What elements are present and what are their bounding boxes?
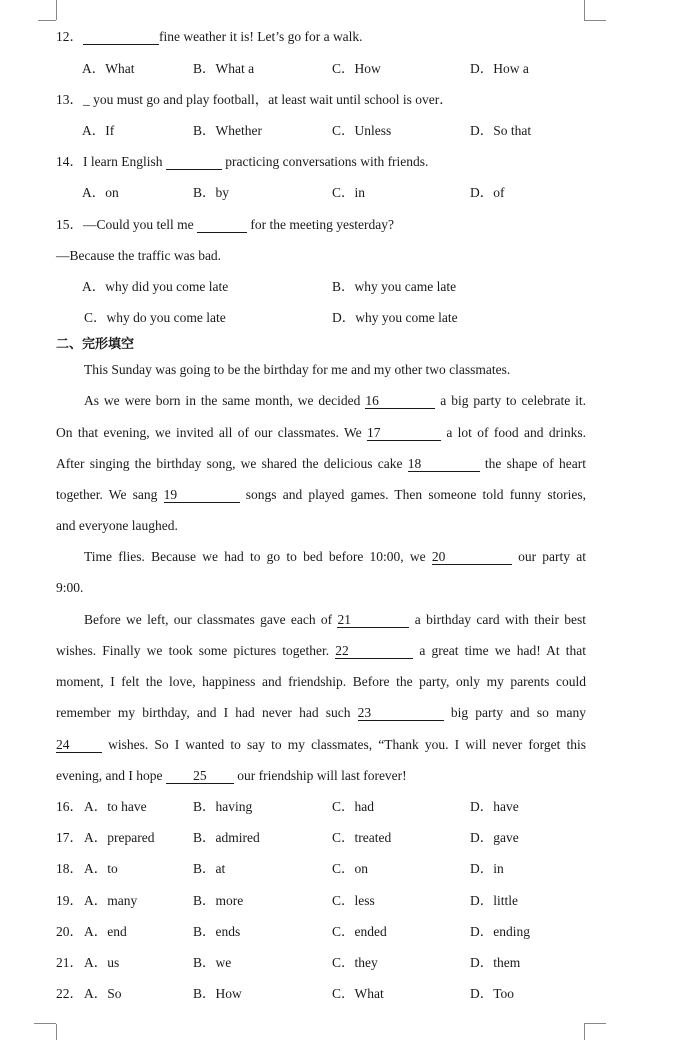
passage-line — [56, 424, 586, 442]
passage-text: a lot of food and drinks. — [440, 425, 586, 440]
cloze-option-b: B．more — [193, 893, 244, 908]
cloze-option-c: C．they — [332, 955, 378, 970]
passage-line: moment, I felt the love, happiness and friendship. Before the party, only my parents could — [56, 674, 586, 689]
q15-option-d: D．why you come late — [332, 310, 458, 325]
corner-mark-top-right — [584, 0, 585, 20]
blank-20: 20 — [432, 550, 512, 565]
cloze-option-d: D．ending — [470, 924, 530, 939]
section-heading: 二、完形填空 — [56, 337, 135, 352]
question-text: 14．I learn English — [56, 154, 166, 169]
question-number: 12． — [56, 29, 83, 44]
q12-option-a: A．What — [82, 61, 135, 76]
cloze-option-a: A．So — [84, 986, 122, 1001]
q14-option-a: A．on — [82, 185, 119, 200]
question-12 — [56, 28, 586, 46]
q13-option-a: A．If — [82, 123, 115, 138]
corner-mark-top-right-h — [584, 20, 606, 21]
question-13 — [56, 91, 586, 109]
blank-16: 16 — [365, 394, 435, 409]
passage-text: a great time we had! At that — [413, 643, 586, 658]
corner-mark-bottom-left — [56, 1024, 57, 1040]
passage-line — [56, 455, 586, 473]
cloze-option-c: C．had — [332, 799, 374, 814]
q12-option-b: B．What a — [193, 61, 255, 76]
passage-line — [56, 736, 586, 754]
blank-23: 23 — [358, 706, 444, 721]
passage-text: wishes. So I wanted to say to my classmates, “Thank you. I will never forget this — [102, 737, 586, 752]
passage-text: big party and so many — [443, 705, 586, 720]
cloze-option-a: A．many — [84, 893, 138, 908]
answer-blank: _ — [83, 92, 90, 107]
cloze-option-d: D．gave — [470, 830, 519, 845]
q15-option-c: C．why do you come late — [84, 310, 226, 325]
cloze-question-number: 19． — [56, 893, 83, 908]
cloze-option-a: A．to — [84, 861, 118, 876]
corner-mark-top-left — [56, 0, 57, 20]
blank-17: 17 — [367, 426, 441, 441]
passage-line — [56, 767, 586, 785]
question-text: fine weather it is! Let’s go for a walk. — [159, 29, 363, 44]
passage-text: On that evening, we invited all of our classmates. We — [56, 425, 367, 440]
question-text: you must go and play football，at least wait until school is over． — [89, 92, 453, 107]
blank-19: 19 — [164, 488, 240, 503]
passage-text: our party at — [511, 549, 586, 564]
passage-line — [56, 704, 586, 722]
cloze-option-a: A．to have — [84, 799, 147, 814]
cloze-option-d: D．them — [470, 955, 521, 970]
passage-text: evening, and I hope — [56, 768, 166, 783]
answer-blank — [166, 155, 222, 170]
passage-text: a big party to celebrate it. — [435, 393, 586, 408]
q14-option-b: B．by — [193, 185, 230, 200]
passage-text: a birthday card with their best — [409, 612, 586, 627]
passage-line — [56, 642, 586, 660]
answer-blank — [83, 30, 159, 45]
q13-option-c: C．Unless — [332, 123, 392, 138]
cloze-option-b: B．How — [193, 986, 242, 1001]
question-number: 13． — [56, 92, 83, 107]
passage-text: Time flies. Because we had to go to bed before 10:00, we — [84, 549, 432, 564]
passage-line — [84, 548, 586, 566]
question-15-answer: —Because the traffic was bad. — [56, 248, 222, 263]
corner-mark-bottom-right — [584, 1024, 585, 1040]
passage-text: songs and played games. Then someone told funny stories, — [239, 487, 587, 502]
passage-text: After singing the birthday song, we shared the delicious cake — [56, 456, 408, 471]
cloze-option-c: C．treated — [332, 830, 392, 845]
blank-25: 25 — [166, 769, 234, 784]
q14-option-d: D．of — [470, 185, 505, 200]
cloze-option-d: D．Too — [470, 986, 515, 1001]
corner-mark-top-left-h — [38, 20, 56, 21]
corner-mark-bottom-right-h — [584, 1023, 606, 1024]
passage-text: Before we left, our classmates gave each of — [84, 612, 338, 627]
cloze-question-number: 22． — [56, 986, 83, 1001]
passage-line — [84, 392, 586, 410]
passage-line: and everyone laughed. — [56, 518, 178, 533]
q15-option-a: A．why did you come late — [82, 279, 229, 294]
passage-text: the shape of heart — [479, 456, 587, 471]
cloze-option-a: A．us — [84, 955, 120, 970]
passage-text: As we were born in the same month, we decided — [84, 393, 366, 408]
passage-line — [56, 486, 586, 504]
q12-option-d: D．How a — [470, 61, 529, 76]
cloze-question-number: 17． — [56, 830, 83, 845]
passage-paragraph-1: This Sunday was going to be the birthday for me and my other two classmates. — [84, 362, 511, 377]
cloze-option-d: D．little — [470, 893, 518, 908]
question-14 — [56, 153, 586, 171]
blank-24: 24 — [56, 738, 102, 753]
cloze-option-a: A．end — [84, 924, 127, 939]
cloze-option-c: C．on — [332, 861, 369, 876]
blank-21: 21 — [337, 613, 409, 628]
blank-22: 22 — [335, 644, 413, 659]
cloze-option-c: C．ended — [332, 924, 387, 939]
answer-blank — [197, 218, 247, 233]
passage-text: our friendship will last forever! — [233, 768, 407, 783]
cloze-option-b: B．at — [193, 861, 226, 876]
cloze-option-d: D．have — [470, 799, 519, 814]
question-text: 15．—Could you tell me — [56, 217, 197, 232]
blank-18: 18 — [408, 457, 480, 472]
cloze-option-b: B．having — [193, 799, 253, 814]
cloze-option-c: C．What — [332, 986, 384, 1001]
passage-line — [84, 611, 586, 629]
corner-mark-bottom-left-h — [34, 1023, 56, 1024]
cloze-question-number: 21． — [56, 955, 83, 970]
cloze-option-b: B．we — [193, 955, 232, 970]
cloze-question-number: 16． — [56, 799, 83, 814]
cloze-option-b: B．ends — [193, 924, 241, 939]
q15-option-b: B．why you came late — [332, 279, 457, 294]
q12-option-c: C．How — [332, 61, 381, 76]
question-text: for the meeting yesterday? — [247, 217, 394, 232]
q13-option-b: B．Whether — [193, 123, 262, 138]
passage-text: remember my birthday, and I had never had such — [56, 705, 358, 720]
passage-text: wishes. Finally we took some pictures together. — [56, 643, 336, 658]
cloze-option-a: A．prepared — [84, 830, 155, 845]
passage-line: 9:00. — [56, 580, 84, 595]
cloze-option-c: C．less — [332, 893, 375, 908]
cloze-option-d: D．in — [470, 861, 504, 876]
question-text: practicing conversations with friends. — [221, 154, 429, 169]
passage-text: together. We sang — [56, 487, 164, 502]
cloze-question-number: 20． — [56, 924, 83, 939]
cloze-option-b: B．admired — [193, 830, 260, 845]
cloze-question-number: 18． — [56, 861, 83, 876]
q14-option-c: C．in — [332, 185, 366, 200]
q13-option-d: D．So that — [470, 123, 532, 138]
question-15 — [56, 216, 586, 234]
